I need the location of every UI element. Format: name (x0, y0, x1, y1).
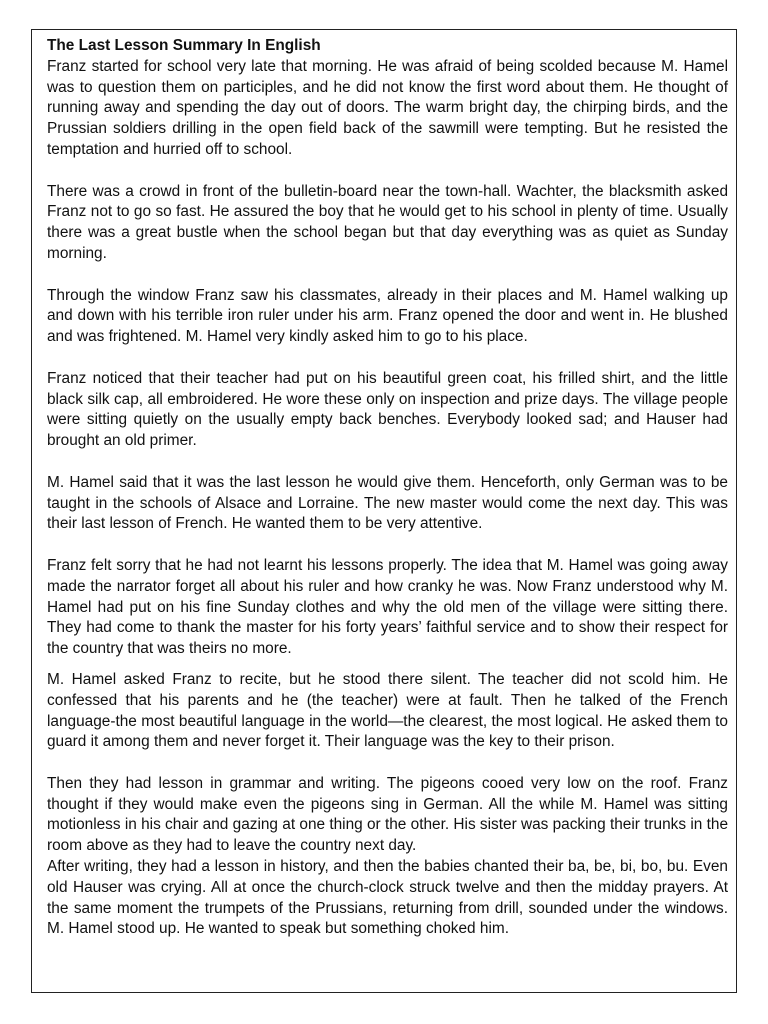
paragraph-1: Franz started for school very late that morning. He was afraid of being scolded because M. Hamel was to question them on participles, and he did not know the first word about them. He thought of running away and spending the day out of doors. The warm bright day, the chirping birds, and the Prussian soldiers drilling in the open field back of the sawmill were tempting. But he resisted the temptation and hurried off to school. (47, 57, 728, 158)
paragraph-4: Franz noticed that their teacher had put on his beautiful green coat, his frilled shirt, and the little black silk cap, all embroidered. He wore these only on inspection and prize days. The village people were sitting quietly on the usually empty back benches. Everybody looked sad; and Hauser had brought an old primer. (47, 369, 728, 450)
paragraph-3: Through the window Franz saw his classmates, already in their places and M. Hamel walking up and down with his terrible iron ruler under his arm. Franz opened the door and went in. He blushed and was frightened. M. Hamel very kindly asked him to go to his place. (47, 286, 728, 346)
paragraph-2: There was a crowd in front of the bulletin-board near the town-hall. Wachter, the blacksmith asked Franz not to go so fast. He assured the boy that he would get to his school in plenty of time. Usually there was a great bustle when the school began but that day everything was as quiet as Sunday morning. (47, 182, 728, 262)
paragraph-5: M. Hamel said that it was the last lesson he would give them. Henceforth, only German was to be taught in the schools of Alsace and Lorraine. The new master would come the next day. This was their last lesson of French. He wanted them to be very attentive. (47, 473, 728, 533)
document-title: The Last Lesson Summary In English (47, 37, 321, 54)
paragraph-9: After writing, they had a lesson in history, and then the babies chanted their ba, be, bi, bo, bu. Even old Hauser was crying. All at once the church-clock struck twelve and then the midday prayers. At the same moment the trumpets of the Prussians, returning from drill, sounded under the windows. M. Hamel stood up. He wanted to speak but something choked him. (47, 858, 728, 938)
paragraph-7: M. Hamel asked Franz to recite, but he stood there silent. The teacher did not scold him. He confessed that his parents and he (the teacher) were at fault. Then he talked of the French language-the most beautiful language in the world—the clearest, the most logical. He asked them to guard it among them and never forget it. Their language was the key to their prison. (47, 670, 728, 751)
summary-document (31, 29, 737, 993)
paragraph-6: Franz felt sorry that he had not learnt his lessons properly. The idea that M. Hamel was going away made the narrator forget all about his ruler and how cranky he was. Now Franz understood why M. Hamel had put on his fine Sunday clothes and why the old men of the village were sitting there. They had come to thank the master for his forty years’ faithful service and to show their respect for the country that was theirs no more. (47, 556, 728, 658)
paragraph-8: Then they had lesson in grammar and writing. The pigeons cooed very low on the roof. Franz thought if they would make even the pigeons sing in German. All the while M. Hamel was sitting motionless in his chair and gazing at one thing or the other. His sister was packing their trunks in the room above as they had to leave the country next day. (47, 774, 728, 855)
